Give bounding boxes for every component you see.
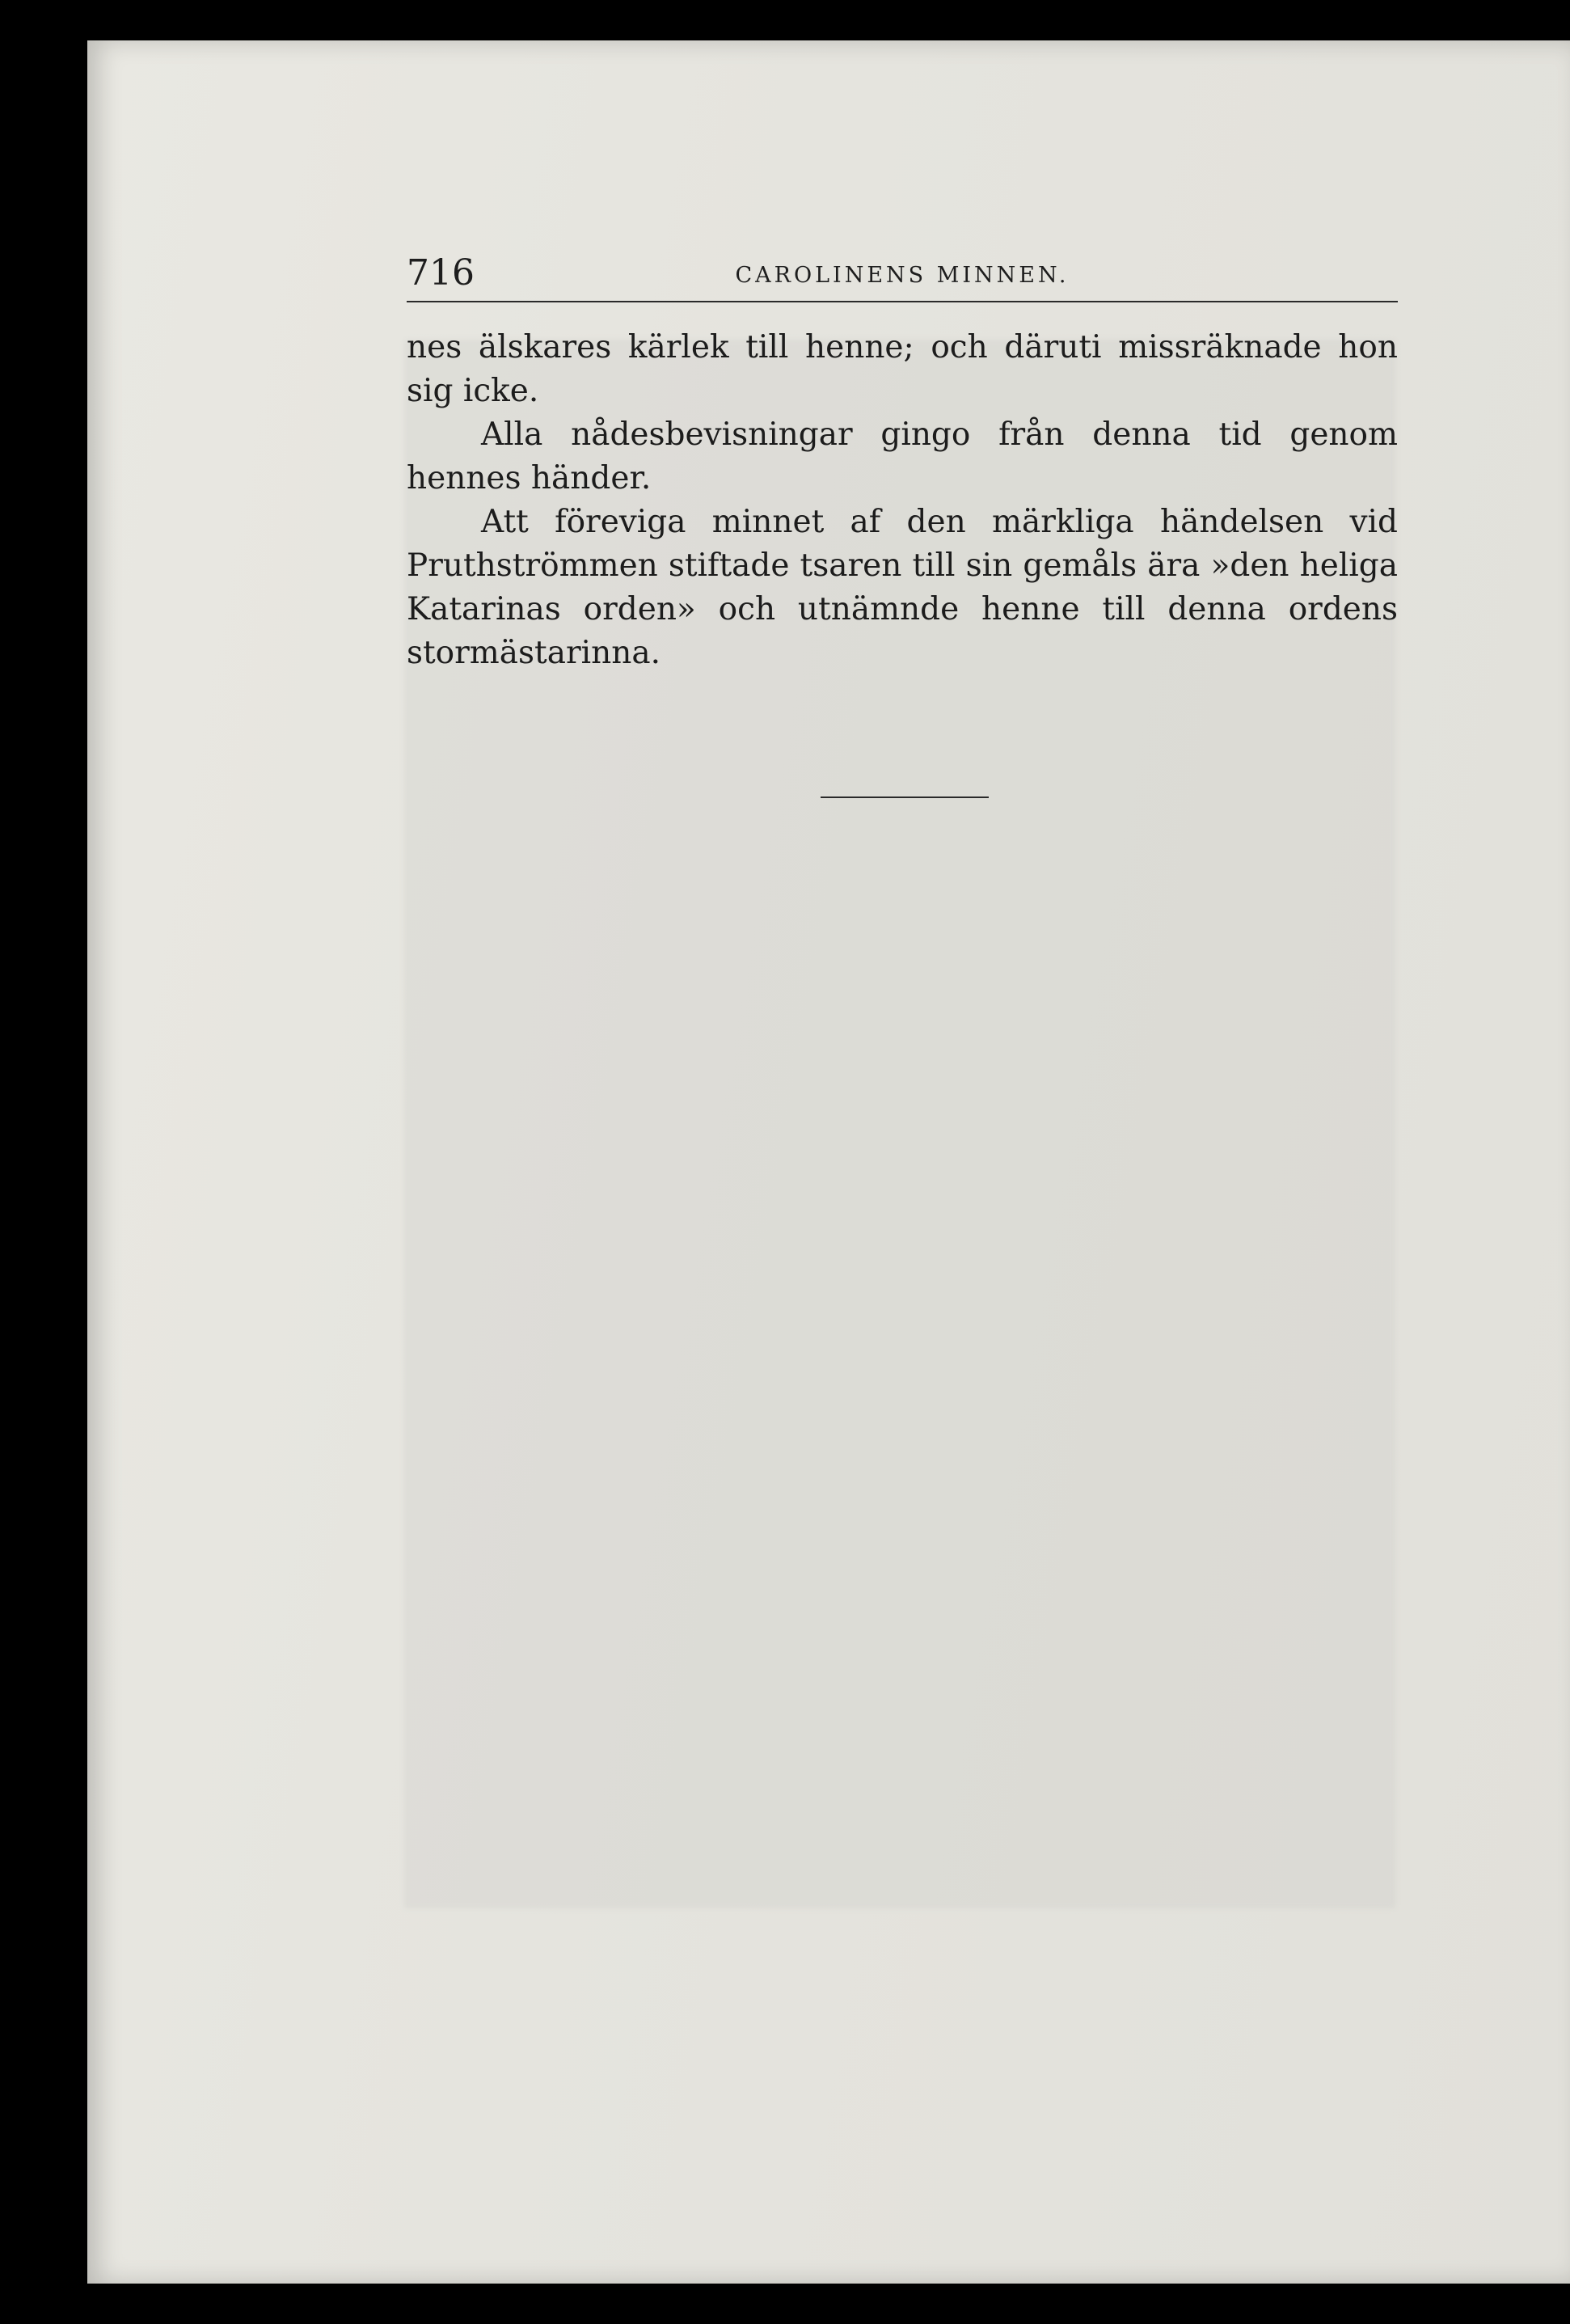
- running-title: CAROLINENS MINNEN.: [735, 263, 1070, 288]
- page-number: 716: [407, 252, 475, 294]
- section-end-rule: [821, 796, 989, 798]
- running-head: [407, 249, 1398, 298]
- header-rule: [407, 301, 1398, 302]
- paragraph: Alla nådesbevisningar gingo från denna tid genom hennes händer.: [407, 416, 1398, 496]
- paragraph: Att föreviga minnet af den märkliga händelsen vid Pruthströmmen stiftade tsaren till sin gemåls ära »den heliga Katarinas orden» och utnämnde henne till denna ordens stormästarinna.: [407, 504, 1398, 671]
- body-text: [407, 326, 1398, 675]
- paragraph-continuation: nes älskares kärlek till henne; och däruti missräknade hon sig icke.: [407, 329, 1398, 409]
